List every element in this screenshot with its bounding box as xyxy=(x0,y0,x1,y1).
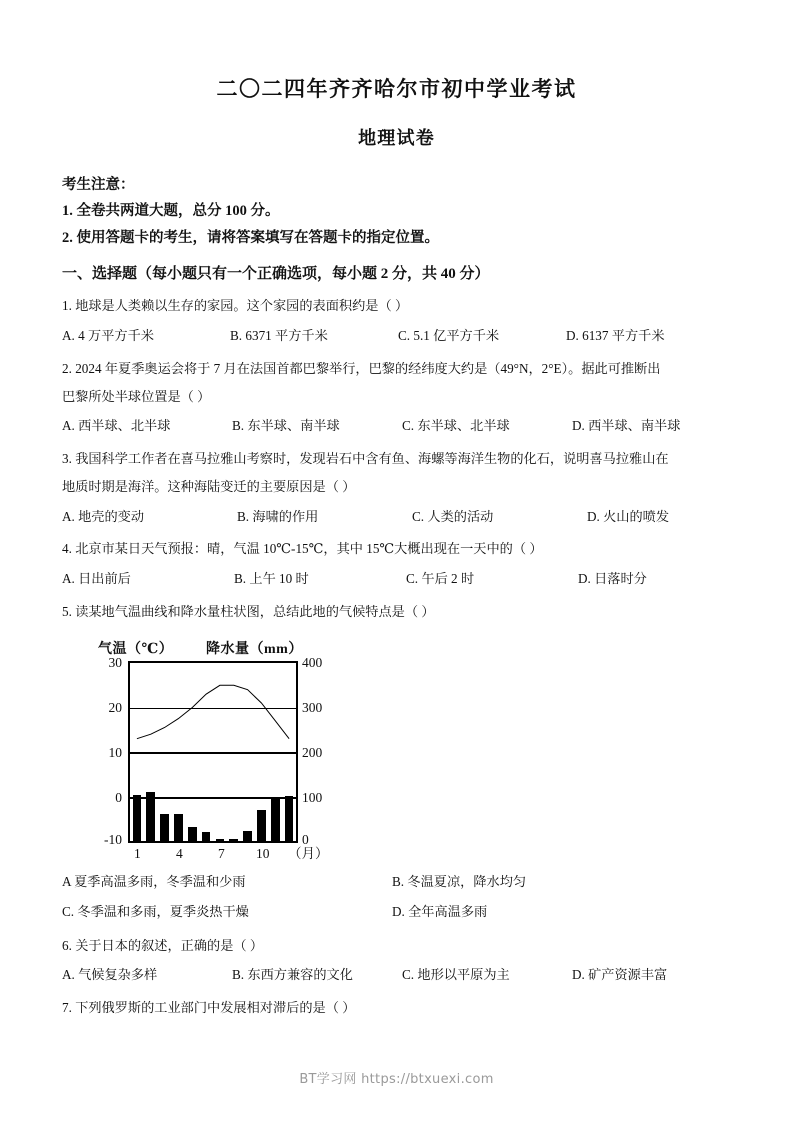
y2-tick-200: 200 xyxy=(302,744,323,760)
question-5-option-d[interactable]: D. 全年高温多雨 xyxy=(392,904,488,920)
x-tick-1: 1 xyxy=(134,845,141,861)
question-3-option-a[interactable]: A. 地壳的变动 xyxy=(62,508,145,524)
question-2-stem-line-2: 巴黎所处半球位置是（ ） xyxy=(62,388,211,404)
question-3-stem-line-1: 3. 我国科学工作者在喜马拉雅山考察时，发现岩石中含有鱼、海螺等海洋生物的化石，说明喜马拉雅山在 xyxy=(62,450,669,466)
question-5-options-row-1 xyxy=(62,867,731,897)
question-2-option-a[interactable]: A. 西半球、北半球 xyxy=(62,418,171,434)
page-title: 二〇二四年齐齐哈尔市初中学业考试 xyxy=(216,77,577,101)
question-1-stem: 1. 地球是人类赖以生存的家园。这个家园的表面积约是（ ） xyxy=(62,298,409,314)
notice-line-1: 1. 全卷共两道大题，总分 100 分。 xyxy=(62,203,280,220)
chart-y-axis-right xyxy=(300,654,348,847)
site-watermark: BT学习网 https://btxuexi.com xyxy=(299,1072,494,1087)
y-tick-neg10: -10 xyxy=(104,831,122,847)
y2-tick-300: 300 xyxy=(302,699,323,715)
question-5-stem: 5. 读某地气温曲线和降水量柱状图，总结此地的气候特点是（ ） xyxy=(62,603,435,619)
y-tick-0: 0 xyxy=(115,789,122,805)
question-3-option-b[interactable]: B. 海啸的作用 xyxy=(237,508,319,524)
question-5-option-c[interactable]: C. 冬季温和多雨，夏季炎热干燥 xyxy=(62,904,249,920)
question-4-options xyxy=(62,564,731,594)
question-4-option-d[interactable]: D. 日落时分 xyxy=(578,570,647,586)
question-1-option-d[interactable]: D. 6137 平方千米 xyxy=(566,327,665,343)
candidate-notice xyxy=(62,172,731,252)
question-3-stem-line-2: 地质时期是海洋。这种海陆变迁的主要原因是（ ） xyxy=(62,479,356,495)
question-4 xyxy=(62,535,731,593)
page-subtitle: 地理试卷 xyxy=(358,127,435,148)
question-3-options xyxy=(62,502,731,532)
chart-y-axis-left xyxy=(80,654,126,847)
notice-heading: 考生注意： xyxy=(62,176,135,193)
question-3-option-c[interactable]: C. 人类的活动 xyxy=(412,508,494,524)
temperature-curve xyxy=(130,663,296,841)
question-2-option-b[interactable]: B. 东半球、南半球 xyxy=(232,418,340,434)
question-5-option-b[interactable]: B. 冬温夏凉，降水均匀 xyxy=(392,873,527,889)
question-7-stem: 7. 下列俄罗斯的工业部门中发展相对滞后的是（ ） xyxy=(62,999,356,1015)
question-4-option-b[interactable]: B. 上午 10 时 xyxy=(234,570,309,586)
question-7 xyxy=(62,994,731,1022)
question-3-option-d[interactable]: D. 火山的喷发 xyxy=(587,508,670,524)
question-5-options xyxy=(62,867,731,928)
question-5-option-a[interactable]: A 夏季高温多雨，冬季温和少雨 xyxy=(62,873,246,889)
question-6-stem: 6. 关于日本的叙述，正确的是（ ） xyxy=(62,937,264,953)
chart-right-axis-title: 降水量（mm） xyxy=(206,641,303,657)
question-4-stem: 4. 北京市某日天气预报：晴，气温 10℃-15℃，其中 15℃大概出现在一天中的（ ） xyxy=(62,541,543,557)
y-tick-30: 30 xyxy=(108,654,122,670)
x-axis-unit-label: （月） xyxy=(288,845,329,861)
y-tick-20: 20 xyxy=(108,699,122,715)
x-tick-10: 10 xyxy=(256,845,270,861)
y-tick-10: 10 xyxy=(108,744,122,760)
question-6-option-c[interactable]: C. 地形以平原为主 xyxy=(402,966,510,982)
question-2-option-c[interactable]: C. 东半球、北半球 xyxy=(402,418,510,434)
section-heading-multiple-choice: 一、选择题（每小题只有一个正确选项，每小题 2 分，共 40 分） xyxy=(62,265,490,282)
question-1-option-c[interactable]: C. 5.1 亿平方千米 xyxy=(398,327,500,343)
question-6-option-a[interactable]: A. 气候复杂多样 xyxy=(62,966,158,982)
chart-left-axis-title: 气温（℃） xyxy=(98,641,174,657)
question-6 xyxy=(62,932,731,990)
question-1-option-a[interactable]: A. 4 万平方千米 xyxy=(62,327,154,343)
y2-tick-400: 400 xyxy=(302,654,323,670)
question-6-option-d[interactable]: D. 矿产资源丰富 xyxy=(572,966,668,982)
notice-line-2: 2. 使用答题卡的考生，请将答案填写在答题卡的指定位置。 xyxy=(62,230,439,247)
question-1 xyxy=(62,292,731,350)
question-2-option-d[interactable]: D. 西半球、南半球 xyxy=(572,418,681,434)
x-tick-4: 4 xyxy=(176,845,183,861)
chart-body xyxy=(80,654,355,861)
x-tick-7: 7 xyxy=(218,845,225,861)
question-5-options-row-2 xyxy=(62,897,731,927)
chart-plot-area xyxy=(128,661,298,843)
question-3 xyxy=(62,445,731,531)
question-5 xyxy=(62,598,731,928)
question-2-stem-line-1: 2. 2024 年夏季奥运会将于 7 月在法国首都巴黎举行，巴黎的经纬度大约是（49°N，2°E）。据此可推断出 xyxy=(62,360,661,376)
question-6-options xyxy=(62,960,731,990)
question-1-options xyxy=(62,321,731,351)
question-1-option-b[interactable]: B. 6371 平方千米 xyxy=(230,327,328,343)
question-2 xyxy=(62,355,731,441)
chart-x-axis xyxy=(128,847,358,869)
y2-tick-0: 0 xyxy=(302,831,309,847)
question-2-options xyxy=(62,411,731,441)
climate-chart xyxy=(80,638,355,861)
question-6-option-b[interactable]: B. 东西方兼容的文化 xyxy=(232,966,353,982)
question-4-option-a[interactable]: A. 日出前后 xyxy=(62,570,131,586)
y2-tick-100: 100 xyxy=(302,789,323,805)
question-4-option-c[interactable]: C. 午后 2 时 xyxy=(406,570,475,586)
